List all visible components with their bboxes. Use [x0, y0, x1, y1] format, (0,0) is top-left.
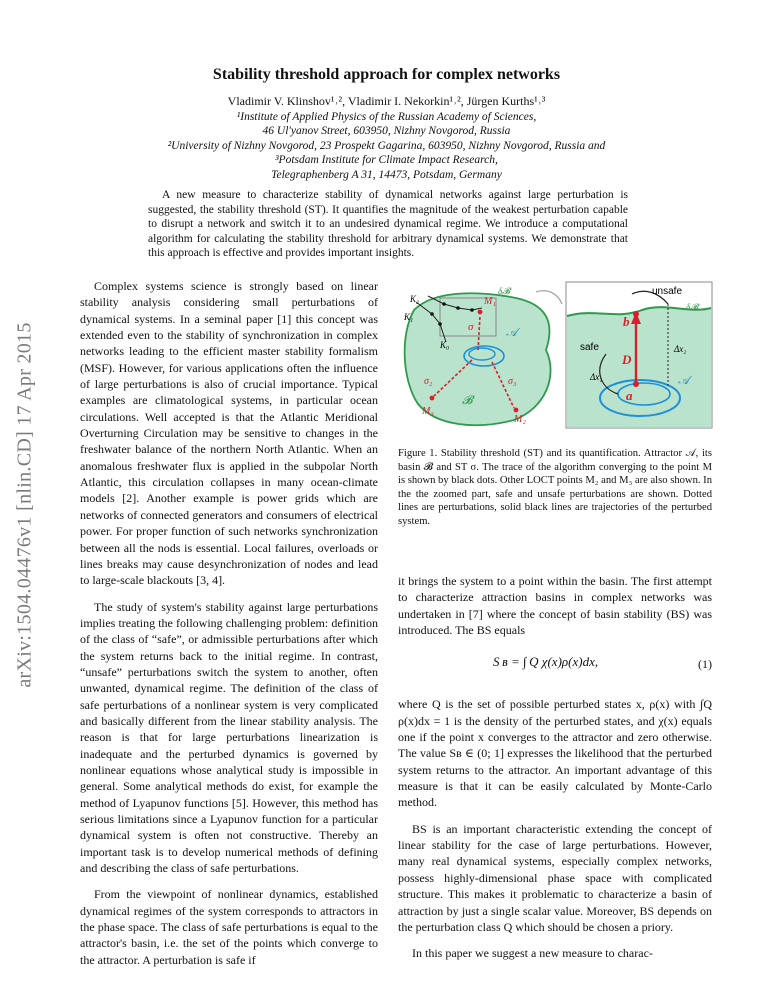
sigma2-label: σ₂ — [424, 376, 433, 387]
m1-label: M₁ — [484, 296, 496, 307]
sigma3-label: σ₃ — [508, 376, 517, 387]
point-m3 — [430, 396, 435, 401]
affiliations — [0, 110, 773, 182]
attractor-label-right: 𝒜 — [678, 373, 690, 387]
a-label: a — [626, 388, 633, 403]
equation-1 — [398, 654, 712, 678]
d-label: D — [622, 352, 632, 367]
point-m1 — [478, 310, 483, 315]
m2-label: M₂ — [514, 414, 526, 425]
zoom-basin-region — [567, 307, 711, 427]
trace-dot — [430, 312, 434, 316]
affiliation-line: Telegraphenberg A 31, 14473, Potsdam, Germany — [271, 168, 502, 181]
attractor-label-left: 𝒜 — [506, 325, 518, 339]
trace-dot — [442, 302, 446, 306]
unsafe-label: unsafe — [652, 286, 683, 297]
body-paragraph: where Q is the set of possible perturbed states x, ρ(x) with ∫Q ρ(x)dx = 1 is the density of the perturbed states, and χ(x) equals one if the point x converges to the attractor and zero otherwise. The value Sʙ ∈ (0; 1] expresses the likelihood that the perturbed system returns to the attractor. An important advantage of this measure is that it can be easily calculated by Monte-Carlo method. — [398, 697, 712, 810]
equation-body: S ʙ = ∫ Q χ(x)ρ(x)dx, — [493, 654, 599, 670]
abstract: A new measure to characterize stability of dynamical networks against large perturbation is suggested, the stability threshold (ST). It quantifies the magnitude of the weakest perturbation capable to disrupt a network and switch it to an undesired dynamical regime. We introduce a computational algorithm for calculating the stability threshold for arbitrary dynamical systems. We demonstrate that this approach is effective and provides important insights. — [148, 189, 628, 260]
delta-b-label-right: δ𝓑 — [686, 302, 699, 312]
body-paragraph: it brings the system to a point within the basin. The first attempt to characterize attraction basins in complex networks was undertaken in [7] where the concept of basin stability (BS) was introduced. The BS equals — [398, 574, 712, 638]
sigma-label: σ — [468, 321, 474, 333]
affiliation-line: ¹Institute of Applied Physics of the Russian Academy of Sciences, — [236, 111, 537, 123]
m3-label: M₃ — [422, 406, 434, 417]
dx1-label: Δx₁ — [590, 372, 603, 382]
basin-label: 𝓑 — [462, 393, 473, 407]
arxiv-stamp — [0, 245, 50, 765]
figure-caption: Figure 1. Stability threshold (ST) and its quantification. Attractor 𝒜, its basin 𝓑 and ST σ. The trace of the algorithm converging to the point M is shown by black dots. Other LOCT points M₂ and M₃ are also shown. In the the zoomed part, safe and unsafe perturbations are shown. Dotted lines are perturbations, solid black lines are trajectories of the perturbed system. — [398, 448, 712, 527]
left-column — [80, 278, 378, 978]
trace-dot — [438, 322, 442, 326]
equation-number: (1) — [698, 657, 712, 672]
k2-label: K₂ — [410, 294, 420, 304]
body-paragraph: Complex systems science is strongly based on linear stability analysis considering small perturbations of dynamical systems. In a seminal paper [1] this concept was extended even to the stability of synchronization in complex networks leading to the efficient master stability formalism (MSF). However, for various applications often the influence of large perturbations is also of crucial importance. Typical examples are climatological systems, in particular ocean circulations. Well accepted is that the Atlantic Meridional Overturning Circulation may be sensitive to changes in the freshwater balance of the northern North Atlantic. When an anomalous freshwater flux is applied in the subpolar North Atlantic, this circulation collapses in many ocean-climate models [2]. Another example is power grids which are networks of connected generators and consumers of electrical power. For proper function of such networks synchronization between all the nods is essential. Local failures, overloads or lines breaks may cause desynchronization of nodes and lead to large-scale blackouts [3, 4]. — [80, 279, 378, 588]
dx2-label: Δx₂ — [674, 344, 687, 354]
body-paragraph: BS is an important characteristic extending the concept of linear stability for the case of large perturbations. However, many real dynamical systems, especially complex networks, possess highly-dimensional phase space with complicated structure. This makes it problematic to characterize a basin of attraction by just a single scalar value. Moreover, BS depends on the perturbation class Q which should be chosen a priory. — [398, 821, 712, 934]
body-paragraph: In this paper we suggest a new measure to charac- — [412, 946, 653, 961]
safe-label: safe — [580, 342, 599, 353]
affiliation-line: ²University of Nizhny Novgorod, 23 Prospekt Gagarina, 603950, Nizhny Novgorod, Russia and — [167, 139, 606, 152]
body-paragraph: From the viewpoint of nonlinear dynamics, established dynamical regimes of the system corresponds to attractors in the phase space. The class of safe perturbations is equal to the attractor's basin, i.e. the set of the points which converge to the attractor. A perturbation is safe if — [80, 887, 378, 967]
point-a — [633, 381, 639, 387]
figure-1 — [396, 280, 714, 430]
author-list: Vladimir V. Klinshov¹˒², Vladimir I. Nekorkin¹˒², Jürgen Kurths¹˒³ — [227, 94, 546, 108]
zoom-arrow — [536, 291, 562, 304]
affiliation-line: 46 Ul'yanov Street, 603950, Nizhny Novgorod, Russia — [262, 125, 511, 138]
trace-dot — [456, 306, 460, 310]
right-column — [398, 573, 712, 972]
point-b — [633, 311, 639, 317]
point-m2 — [514, 408, 519, 413]
paper-title: Stability threshold approach for complex networks — [212, 66, 561, 83]
body-paragraph: The study of system's stability against large perturbations implies treating the following challenging problem: definition of the class of “safe”, or admissible perturbations after which the system returns back to the initial regime. In contrast, “unsafe” perturbations switch the system to another, often unwanted, dynamical regime. The definition of the class of safe perturbations of a nonlinear system is very complicated and basically different from the linear stability analysis. The reason is that for large perturbations linearization is inadequate and the perturbed dynamics is governed by nonlinear equations whose analytical study is impossible in general. Some analytical methods do exist, for example the method of Lyapunov functions [5]. However, this method has serious limitations since a Lyapunov function for a particular dynamical system is often not constructive. Thereby an important task is to develop numerical methods of defining and describing the class of safe perturbations. — [80, 599, 378, 876]
k1-label: K₁ — [404, 312, 414, 322]
affiliation-line: ³Potsdam Institute for Climate Impact Research, — [275, 154, 498, 167]
k0-label: K₀ — [440, 340, 450, 350]
trace-dot — [470, 308, 474, 312]
b-label: b — [623, 314, 630, 329]
figure-1-diagram — [396, 280, 714, 430]
delta-b-label-left: δ𝓑 — [498, 286, 511, 296]
arxiv-stamp-text: arXiv:1504.04476v1 [nlin.CD] 17 Apr 2015 — [13, 322, 36, 688]
